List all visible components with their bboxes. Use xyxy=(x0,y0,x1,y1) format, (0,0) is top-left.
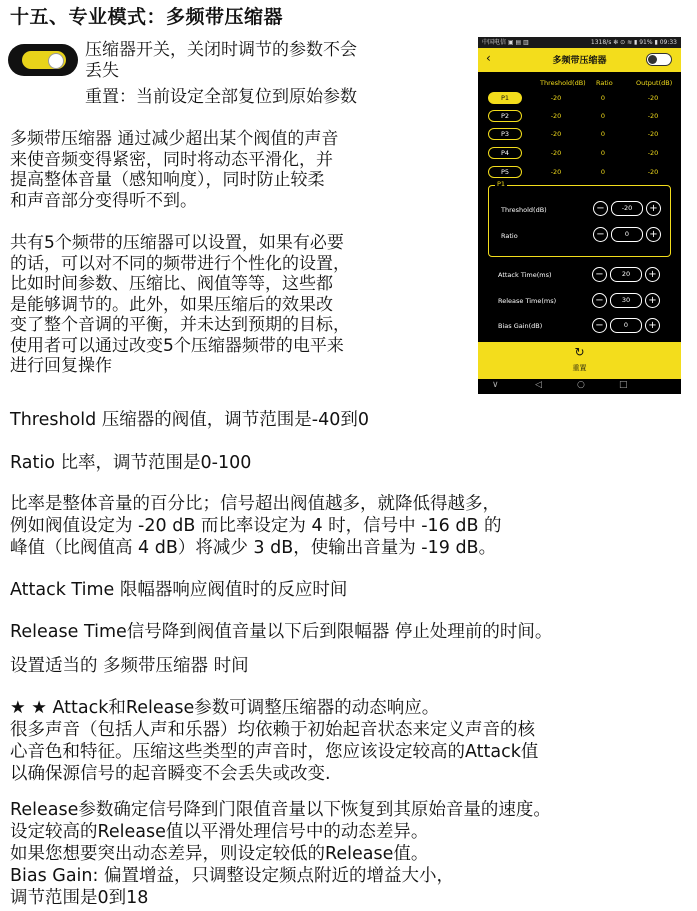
release-description: Release Time信号降到阀值音量以下后到限幅器 停止处理前的时间。 xyxy=(10,622,553,642)
ratio-label: Ratio xyxy=(501,232,518,240)
ratio-detail xyxy=(10,493,502,559)
paragraph-line: 设定较高的Release值以平滑处理信号中的动态差异。 xyxy=(10,822,429,842)
band-button-p4[interactable]: P4 xyxy=(488,147,522,159)
app-header xyxy=(478,48,681,72)
nav-back-icon[interactable]: ◁ xyxy=(535,380,542,390)
paragraph-line: 多频带压缩器 通过减少超出某个阀值的声音 xyxy=(10,129,339,149)
paragraph-line: 共有5个频带的压缩器可以设置，如果有必要 xyxy=(10,233,344,253)
paragraph-line: 例如阀值设定为 -20 dB 而比率设定为 4 时，信号中 -16 dB 的 xyxy=(10,516,502,536)
band-ratio: 0 xyxy=(600,130,606,138)
minus-icon[interactable]: − xyxy=(593,201,608,216)
header-threshold: Threshold(dB) xyxy=(540,79,586,87)
threshold-value[interactable]: -20 xyxy=(611,201,643,216)
paragraph-intro xyxy=(10,129,338,211)
threshold-label: Threshold(dB) xyxy=(501,206,547,214)
attack-release-paragraph xyxy=(10,697,538,785)
bias-label: Bias Gain(dB) xyxy=(498,322,543,330)
header-ratio: Ratio xyxy=(596,79,613,87)
paragraph-line: 峰值（比阀值高 4 dB）将减少 3 dB，使输出音量为 -19 dB。 xyxy=(10,538,497,558)
compressor-switch[interactable] xyxy=(646,53,672,66)
plus-icon[interactable]: + xyxy=(646,227,661,242)
paragraph-line: 进行回复操作 xyxy=(10,356,112,376)
section-title: 十五、专业模式：多频带压缩器 xyxy=(10,6,284,28)
release-label: Release Time(ms) xyxy=(498,297,557,305)
plus-icon[interactable]: + xyxy=(645,267,660,282)
attack-description: Attack Time 限幅器响应阀值时的反应时间 xyxy=(10,580,348,600)
band-ratio: 0 xyxy=(600,112,606,120)
paragraph-line: Release参数确定信号降到门限值音量以下恢复到其原始音量的速度。 xyxy=(10,800,551,820)
carrier-label: 中国电信 ▣ ▤ ▥ xyxy=(482,39,529,46)
plus-icon[interactable]: + xyxy=(645,318,660,333)
paragraph-line: 和声音部分变得听不到。 xyxy=(10,190,197,211)
band-output: -20 xyxy=(647,149,659,157)
band-threshold: -20 xyxy=(550,149,562,157)
band-output: -20 xyxy=(647,112,659,120)
paragraph-line: 比如时间参数、压缩比、阀值等等，这些都 xyxy=(10,274,333,294)
nav-down-icon[interactable]: ∨ xyxy=(492,380,499,390)
toggle-knob xyxy=(48,53,64,69)
status-bar xyxy=(478,37,681,48)
compressor-toggle-icon xyxy=(8,44,78,76)
paragraph-line: 心音色和特征。压缩这些类型的声音时，您应该设定较高的Attack值 xyxy=(10,742,539,762)
intro-line-2: 丢失 xyxy=(85,61,119,81)
minus-icon[interactable]: − xyxy=(592,318,607,333)
release-paragraph xyxy=(10,799,551,909)
band-ratio: 0 xyxy=(600,168,606,176)
plus-icon[interactable]: + xyxy=(646,201,661,216)
paragraph-line: 调节范围是0到18 xyxy=(10,888,149,908)
phone-screenshot xyxy=(478,37,681,394)
threshold-description: Threshold 压缩器的阀值，调节范围是-40到0 xyxy=(10,410,370,430)
band-output: -20 xyxy=(647,94,659,102)
switch-knob xyxy=(648,55,657,64)
paragraph-line: ★ ★ Attack和Release参数可调整压缩器的动态响应。 xyxy=(10,698,440,718)
band-threshold: -20 xyxy=(550,168,562,176)
paragraph-bands xyxy=(10,233,350,377)
minus-icon[interactable]: − xyxy=(592,293,607,308)
minus-icon[interactable]: − xyxy=(593,227,608,242)
band-threshold: -20 xyxy=(550,130,562,138)
band-ratio: 0 xyxy=(600,149,606,157)
paragraph-line: 变了整个音调的平衡，并未达到预期的目标， xyxy=(10,315,350,335)
ratio-description: Ratio 比率，调节范围是0-100 xyxy=(10,453,252,473)
paragraph-line: 很多声音（包括人声和乐器）均依赖于初始起音状态来定义声音的核 xyxy=(10,720,535,740)
band-button-p1[interactable]: P1 xyxy=(488,92,522,104)
reset-icon: ↻ xyxy=(574,345,585,359)
setting-heading: 设置适当的 多频带压缩器 时间 xyxy=(10,656,249,676)
reset-button[interactable] xyxy=(478,342,681,379)
band-output: -20 xyxy=(647,130,659,138)
bias-value[interactable]: 0 xyxy=(610,318,642,333)
band-settings-group xyxy=(488,180,671,257)
attack-label: Attack Time(ms) xyxy=(498,271,552,279)
paragraph-line: 提高整体音量（感知响度），同时防止较柔 xyxy=(10,170,325,190)
reset-label: 重置 xyxy=(572,364,587,372)
nav-home-icon[interactable]: ○ xyxy=(577,380,585,390)
plus-icon[interactable]: + xyxy=(645,293,660,308)
header-output: Output(dB) xyxy=(636,79,673,87)
nav-recent-icon[interactable]: □ xyxy=(619,380,628,390)
paragraph-line: 以确保源信号的起音瞬变不会丢失或改变. xyxy=(10,764,331,784)
paragraph-line: 如果您想要突出动态差异，则设定较低的Release值。 xyxy=(10,844,429,864)
band-output: -20 xyxy=(647,168,659,176)
minus-icon[interactable]: − xyxy=(592,267,607,282)
app-title: 多频带压缩器 xyxy=(552,56,607,66)
band-button-p2[interactable]: P2 xyxy=(488,110,522,122)
attack-value[interactable]: 20 xyxy=(610,267,642,282)
band-threshold: -20 xyxy=(550,94,562,102)
band-button-p3[interactable]: P3 xyxy=(488,128,522,140)
status-icons: 1318/s ✻ ⊙ ≋ ▮ 91% ▮ 09:33 xyxy=(590,39,677,46)
paragraph-line: 的话，可以对不同的频带进行个性化的设置， xyxy=(10,253,350,274)
paragraph-line: 来使音频变得紧密，同时将动态平滑化，并 xyxy=(10,149,333,170)
system-nav-bar xyxy=(478,379,681,394)
ratio-value[interactable]: 0 xyxy=(611,227,643,242)
paragraph-line: 比率是整体音量的百分比；信号超出阀值越多，就降低得越多， xyxy=(10,494,500,514)
group-label: P1 xyxy=(497,180,506,188)
paragraph-line: Bias Gain: 偏置增益，只调整设定频点附近的增益大小， xyxy=(10,866,454,886)
band-button-p5[interactable]: P5 xyxy=(488,166,522,178)
intro-line-3: 重置：当前设定全部复位到原始参数 xyxy=(85,87,357,107)
paragraph-line: 使用者可以通过改变5个压缩器频带的电平来 xyxy=(10,335,344,356)
band-ratio: 0 xyxy=(600,94,606,102)
band-threshold: -20 xyxy=(550,112,562,120)
intro-line-1: 压缩器开关，关闭时调节的参数不会 xyxy=(85,40,357,60)
release-value[interactable]: 30 xyxy=(610,293,642,308)
paragraph-line: 是能够调节的。此外，如果压缩后的效果改 xyxy=(10,294,333,315)
back-arrow-icon[interactable]: ‹ xyxy=(486,51,491,65)
